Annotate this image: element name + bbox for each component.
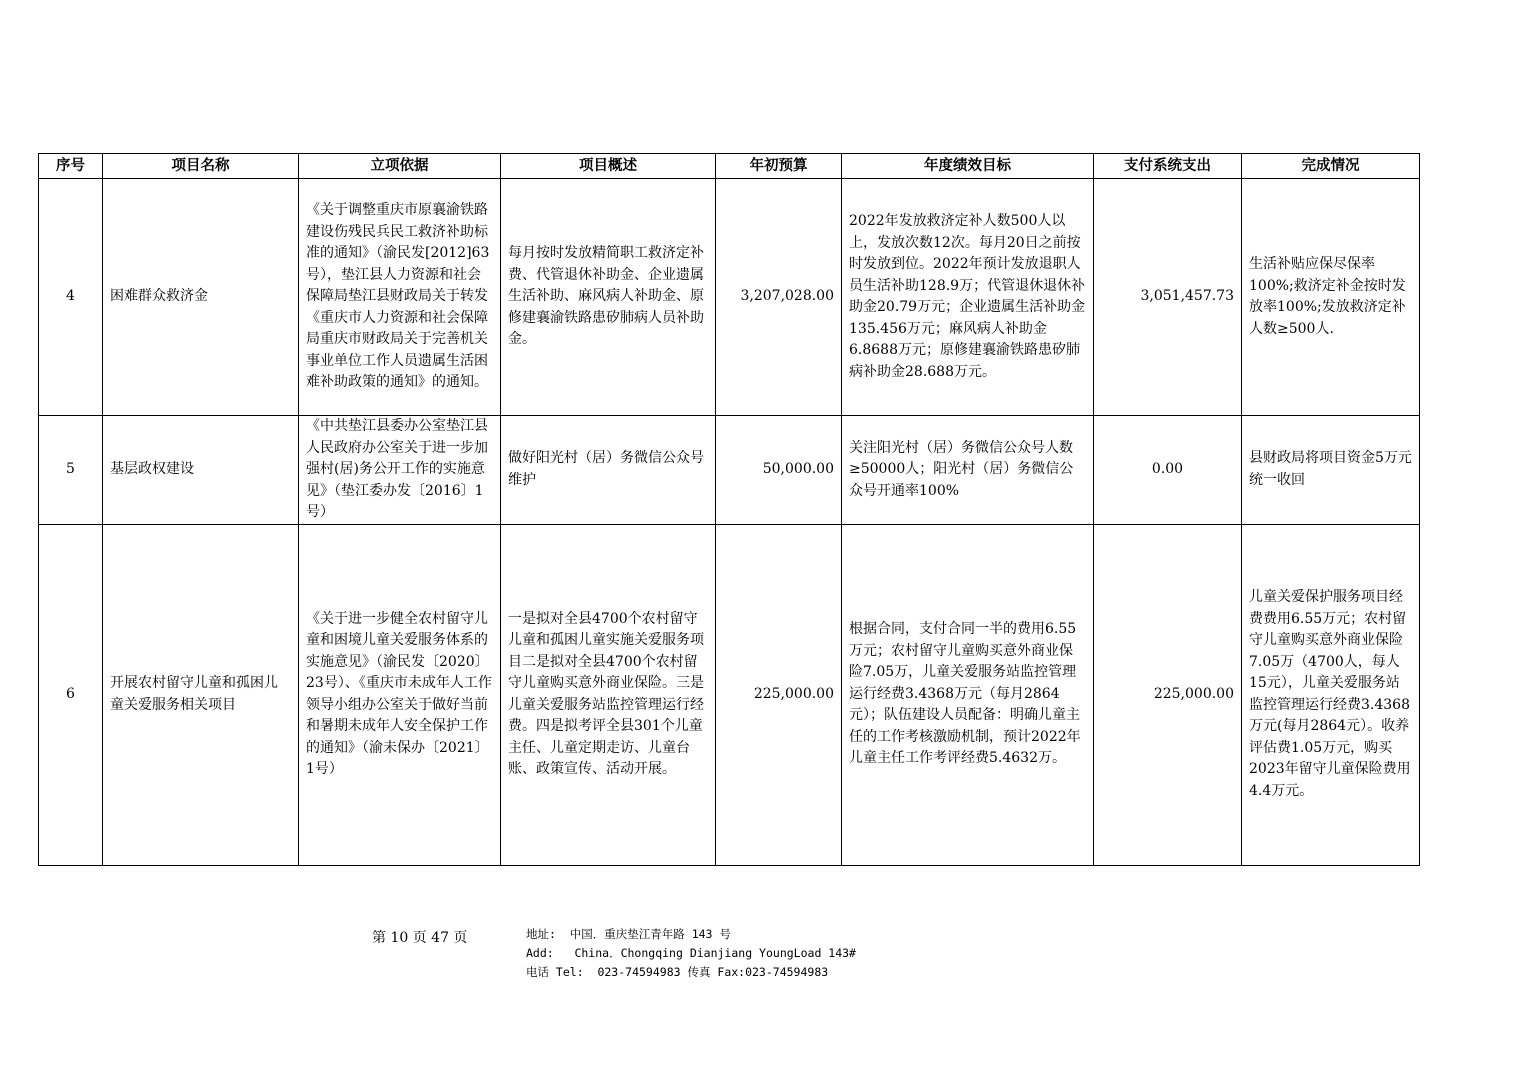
cell-goal: 关注阳光村（居）务微信公众号人数≥50000人；阳光村（居）务微信公众号开通率100% (842, 416, 1094, 525)
table-row (39, 524, 1420, 865)
cell-basis: 《关于进一步健全农村留守儿童和困境儿童关爱服务体系的实施意见》（渝民发〔2020〕23号）、《重庆市未成年人工作领导小组办公室关于做好当前和暑期未成年人安全保护工作的通知》（渝未保办〔2021〕1号） (299, 524, 501, 865)
footer-address (526, 925, 856, 982)
page-number: 第 10 页 47 页 (372, 930, 468, 946)
cell-status: 县财政局将项目资金5万元统一收回 (1242, 416, 1420, 525)
table-row (39, 416, 1420, 525)
header-status: 完成情况 (1242, 154, 1420, 179)
address-en: Add: China．Chongqing Dianjiang YoungLoad 143# (526, 946, 856, 960)
cell-summary: 做好阳光村（居）务微信公众号维护 (501, 416, 716, 525)
cell-spend: 0.00 (1094, 416, 1242, 525)
cell-basis: 《关于调整重庆市原襄渝铁路建设伤残民兵民工救济补助标准的通知》（渝民发[2012]63号），垫江县人力资源和社会保障局垫江县财政局关于转发《重庆市人力资源和社会保障局重庆市财政局关于完善机关事业单位工作人员遗属生活困难补助政策的通知》的通知。 (299, 179, 501, 416)
header-basis: 立项依据 (299, 154, 501, 179)
table-row (39, 179, 1420, 416)
phone-fax: 电话 Tel: 023-74594983 传真 Fax:023-74594983 (526, 965, 829, 979)
table-header-row (39, 154, 1420, 179)
header-goal: 年度绩效目标 (842, 154, 1094, 179)
header-spend: 支付系统支出 (1094, 154, 1242, 179)
cell-status: 儿童关爱保护服务项目经费费用6.55万元；农村留守儿童购买意外商业保险7.05万（4700人，每人15元），儿童关爱服务站监控管理运行经费3.4368万元(每月2864元）。收养评估费1.05万元，购买2023年留守儿童保险费用4.4万元。 (1242, 524, 1420, 865)
header-budget: 年初预算 (716, 154, 842, 179)
header-no: 序号 (39, 154, 103, 179)
cell-no: 5 (39, 416, 103, 525)
cell-spend: 225,000.00 (1094, 524, 1242, 865)
cell-budget: 50,000.00 (716, 416, 842, 525)
cell-summary: 一是拟对全县4700个农村留守儿童和孤困儿童实施关爱服务项目二是拟对全县4700个农村留守儿童购买意外商业保险。三是儿童关爱服务站监控管理运行经费。四是拟考评全县301个儿童主任、儿童定期走访、儿童台账、政策宣传、活动开展。 (501, 524, 716, 865)
cell-goal: 2022年发放救济定补人数500人以上，发放次数12次。每月20日之前按时发放到位。2022年预计发放退职人员生活补助128.9万；代管退休退休补助金20.79万元；企业遗属生活补助金135.456万元；麻风病人补助金6.8688万元；原修建襄渝铁路患矽肺病补助金28.688万元。 (842, 179, 1094, 416)
project-table (38, 153, 1420, 866)
cell-name: 开展农村留守儿童和孤困儿童关爱服务相关项目 (103, 524, 299, 865)
cell-budget: 3,207,028.00 (716, 179, 842, 416)
address-cn: 地址: 中国．重庆垫江青年路 143 号 (526, 927, 731, 941)
cell-basis: 《中共垫江县委办公室垫江县人民政府办公室关于进一步加强村(居)务公开工作的实施意见》（垫江委办发〔2016〕1号） (299, 416, 501, 525)
header-summary: 项目概述 (501, 154, 716, 179)
cell-goal: 根据合同，支付合同一半的费用6.55万元；农村留守儿童购买意外商业保险7.05万，儿童关爱服务站监控管理运行经费3.4368万元（每月2864元）；队伍建设人员配备：明确儿童主任的工作考核激励机制，预计2022年儿童主任工作考评经费5.4632万。 (842, 524, 1094, 865)
cell-budget: 225,000.00 (716, 524, 842, 865)
cell-no: 6 (39, 524, 103, 865)
cell-name: 困难群众救济金 (103, 179, 299, 416)
cell-no: 4 (39, 179, 103, 416)
cell-name: 基层政权建设 (103, 416, 299, 525)
cell-status: 生活补贴应保尽保率100%;救济定补金按时发放率100%;发放救济定补人数≥500人. (1242, 179, 1420, 416)
cell-spend: 3,051,457.73 (1094, 179, 1242, 416)
cell-summary: 每月按时发放精简职工救济定补费、代管退休补助金、企业遗属生活补助、麻风病人补助金、原修建襄渝铁路患矽肺病人员补助金。 (501, 179, 716, 416)
header-name: 项目名称 (103, 154, 299, 179)
